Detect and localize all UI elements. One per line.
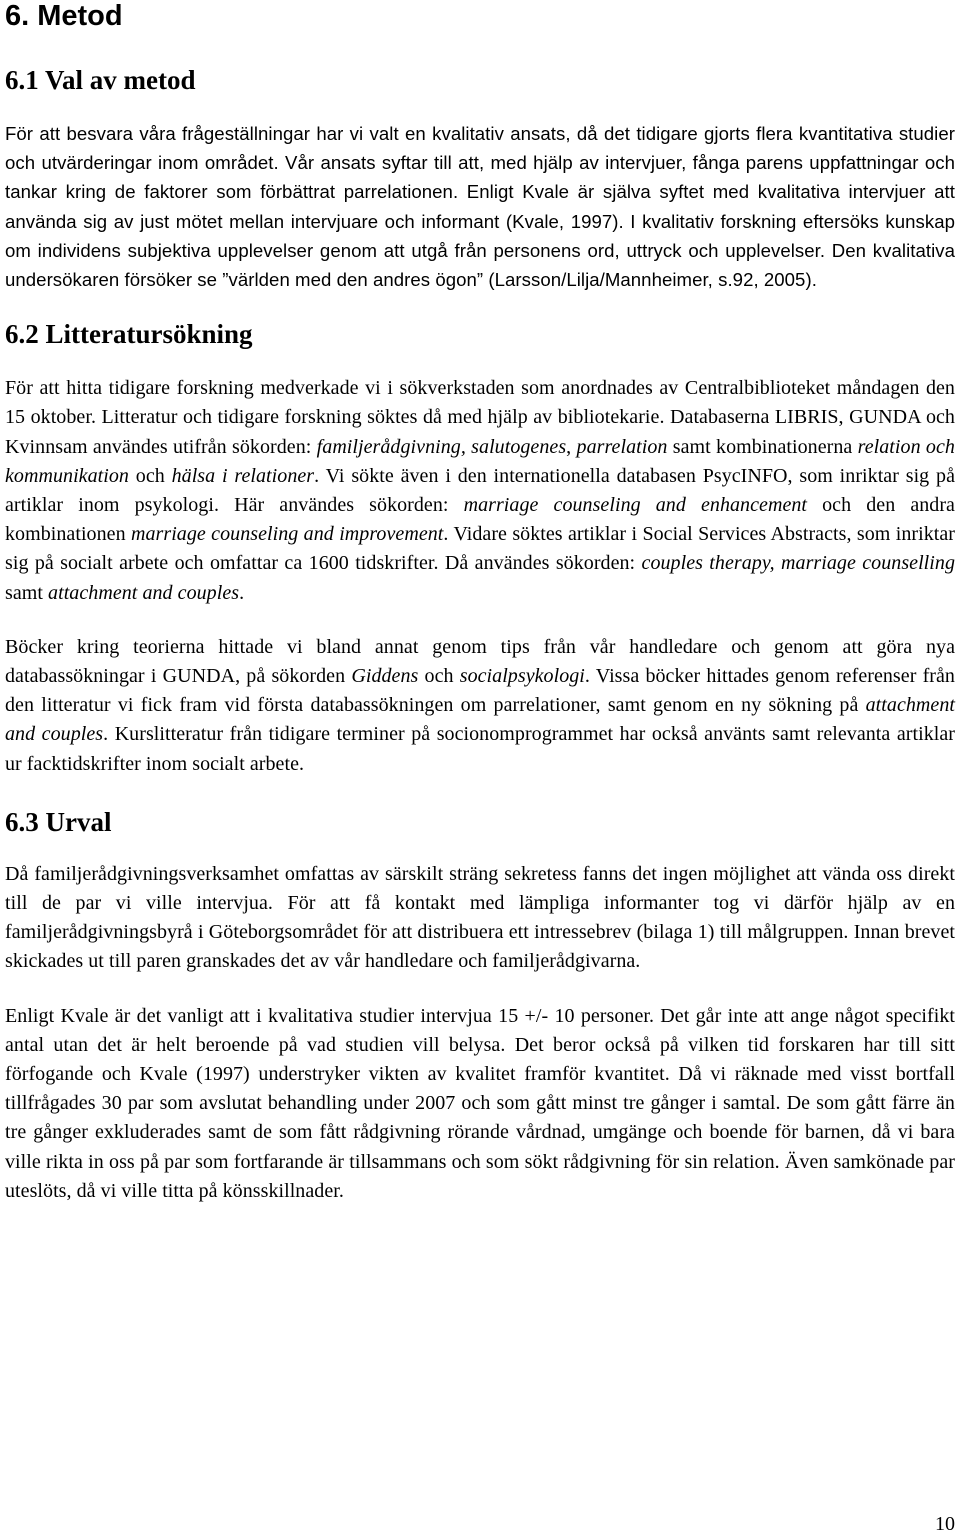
- chapter-title: 6. Metod: [5, 0, 123, 32]
- page-number: 10: [935, 1513, 955, 1535]
- paragraph-val-av-metod: För att besvara våra frågeställningar har vi valt en kvalitativ ansats, då det tidigare gjorts flera kvantitativa studier och utvärderingar inom området. Vår ansats syftar till att, med hjälp av intervjuer, fånga parens uppfattningar och tankar kring de faktorer som förbättrat parrelationen. Enligt Kvale är själva syftet med kvalitativa intervjuer att använda sig av just mötet mellan intervjuare och informant (Kvale, 1997). I kvalitativ forskning eftersöks kunskap om individens subjektiva upplevelser genom att utgå från personens ord, uttryck och upplevelser. Den kvalitativa undersökaren försöker se ”världen med den andres ögon” (Larsson/Lilja/Mannheimer, s.92, 2005).: [5, 123, 955, 291]
- paragraph-litteratursokning-2: Böcker kring teorierna hittade vi bland annat genom tips från vår handledare och genom att göra nya databassökningar i GUNDA, på sökorden Giddens och socialpsykologi. Vissa böcker hittades genom referenser från den litteratur vi fick fram vid första databassökningen om parrelationer, samt genom en ny sökning på attachment and couples. Kurslitteratur från tidigare terminer på socionomprogrammet har också använts samt relevanta artiklar ur facktidskrifter inom socialt arbete.: [5, 635, 956, 775]
- paragraph-litteratursokning-1: För att hitta tidigare forskning medverkade vi i sökverkstaden som anordnades av Centralbiblioteket måndagen den 15 oktober. Litteratur och tidigare forskning söktes då med hjälp av bibliotekarie. Databaserna LIBRIS, GUNDA och Kvinnsam användes utifrån sökorden: familjerådgivning, salutogenes, parrelation samt kombinationerna relation och kommunikation och hälsa i relationer. Vi sökte även i den internationella databasen PsycINFO, som inriktar sig på artiklar inom psykologi. Här användes sökorden: marriage counseling and enhancement och den andra kombinationen marriage counseling and improvement. Vidare söktes artiklar i Social Services Abstracts, som inriktar sig på socialt arbete och omfattar ca 1600 tidskrifter. Då användes sökorden: couples therapy, marriage counselling samt attachment and couples.: [5, 377, 955, 604]
- section-heading-litteratursokning: 6.2 Litteratursökning: [5, 319, 253, 350]
- paragraph-urval-2: Enligt Kvale är det vanligt att i kvalitativa studier intervjua 15 +/- 10 personer. Det går inte att ange något specifikt antal utan det är helt beroende på vad studien vill belysa. Det beror också på vilken tid forskaren har till sitt förfogande och Kvale (1997) understryker vikten av kvalitet framför kvantitet. Då vi räknade med visst bortfall tillfrågades 30 par som avslutat behandling under 2007 och som gått minst tre gånger i samtal. De som gått färre än tre gånger exkluderades samt de som fått rådgivning rörande vårdnad, umgänge och boende för barnen, då vi bara ville rikta in oss på par som fortfarande är tillsammans och som sökt rådgivning för sin relation. Även samkönade par uteslöts, då vi ville titta på könsskillnader.: [5, 1004, 955, 1202]
- paragraph-urval-1: Då familjerådgivningsverksamhet omfattas av särskilt sträng sekretess fanns det ingen möjlighet att vända oss direkt till de par vi ville intervjua. För att få kontakt med lämpliga informanter tog vi därför hjälp av en familjerådgivningsbyrå i Göteborgsområdet för att distribuera ett intressebrev (bilaga 1) till målgruppen. Innan brevet skickades ut till paren granskades det av vår handledare och familjerådgivarna.: [5, 862, 955, 973]
- document-page: [5, 0, 955, 1206]
- section-heading-val-av-metod: 6.1 Val av metod: [5, 65, 196, 95]
- section-heading-urval: 6.3 Urval: [5, 806, 112, 837]
